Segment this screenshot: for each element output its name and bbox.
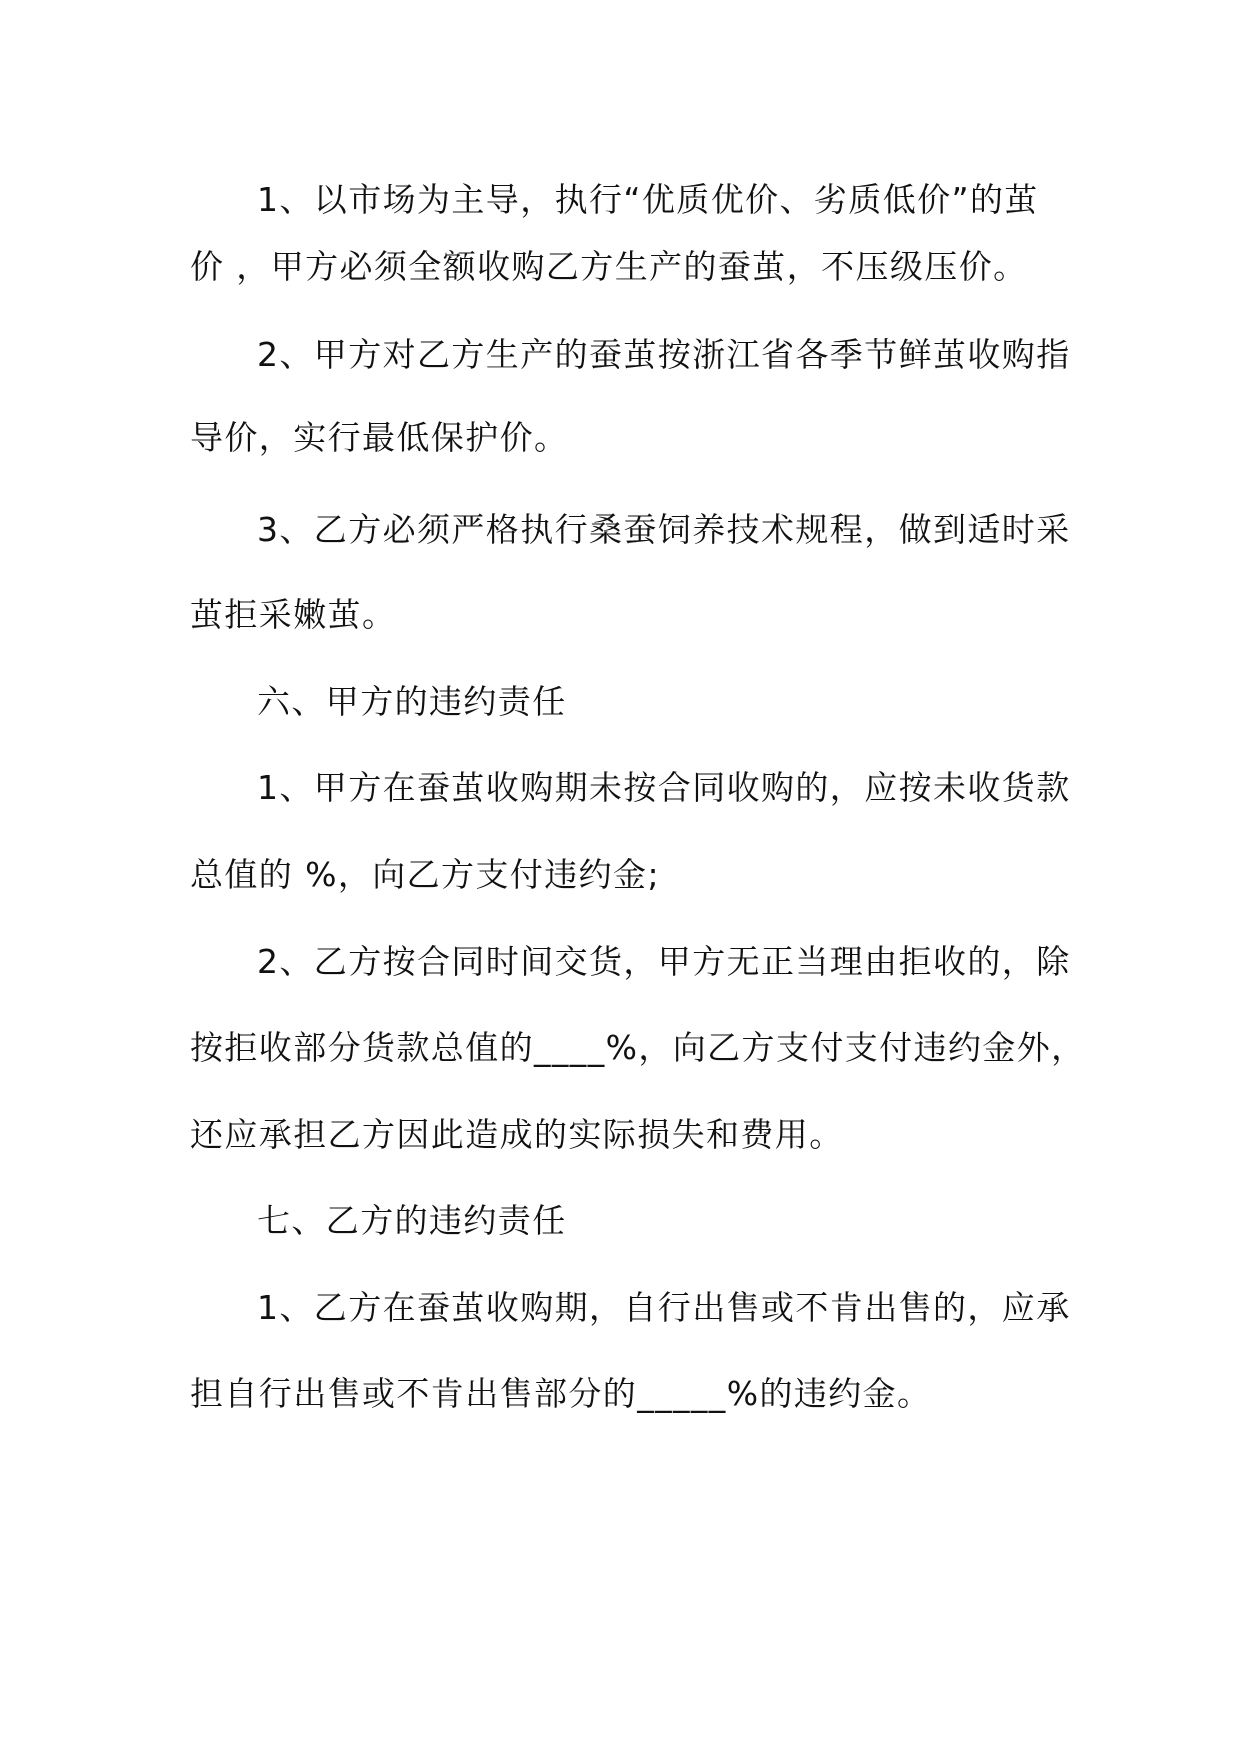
clause-7-1-line-1: 1、乙方在蚕茧收购期，自行出售或不肯出售的，应承 — [257, 1288, 1071, 1327]
clause-6-1-line-1: 1、甲方在蚕茧收购期未按合同收购的，应按未收货款 — [257, 768, 1071, 807]
clause-5-1-line-2: 价 ，甲方必须全额收购乙方生产的蚕茧，不压级压价。 — [190, 247, 1028, 286]
clause-5-3-line-1: 3、乙方必须严格执行桑蚕饲养技术规程，做到适时采 — [257, 510, 1071, 549]
clause-6-1-line-2: 总值的 %，向乙方支付违约金; — [190, 855, 660, 894]
clause-6-2-line-2: 按拒收部分货款总值的____%，向乙方支付支付违约金外， — [190, 1028, 1086, 1067]
clause-5-3-line-2: 茧拒采嫩茧。 — [190, 595, 397, 634]
clause-5-2-line-2: 导价，实行最低保护价。 — [190, 418, 569, 457]
section-6-heading: 六、甲方的违约责任 — [257, 682, 567, 721]
clause-5-1-line-1: 1、以市场为主导，执行“优质优价、劣质低价”的茧 — [257, 180, 1039, 219]
clause-6-2-line-3: 还应承担乙方因此造成的实际损失和费用。 — [190, 1115, 844, 1154]
clause-7-1-line-2: 担自行出售或不肯出售部分的_____%的违约金。 — [190, 1374, 932, 1413]
section-7-heading: 七、乙方的违约责任 — [257, 1201, 567, 1240]
clause-6-2-line-1: 2、乙方按合同时间交货，甲方无正当理由拒收的，除 — [257, 942, 1071, 981]
clause-5-2-line-1: 2、甲方对乙方生产的蚕茧按浙江省各季节鲜茧收购指 — [257, 335, 1071, 374]
